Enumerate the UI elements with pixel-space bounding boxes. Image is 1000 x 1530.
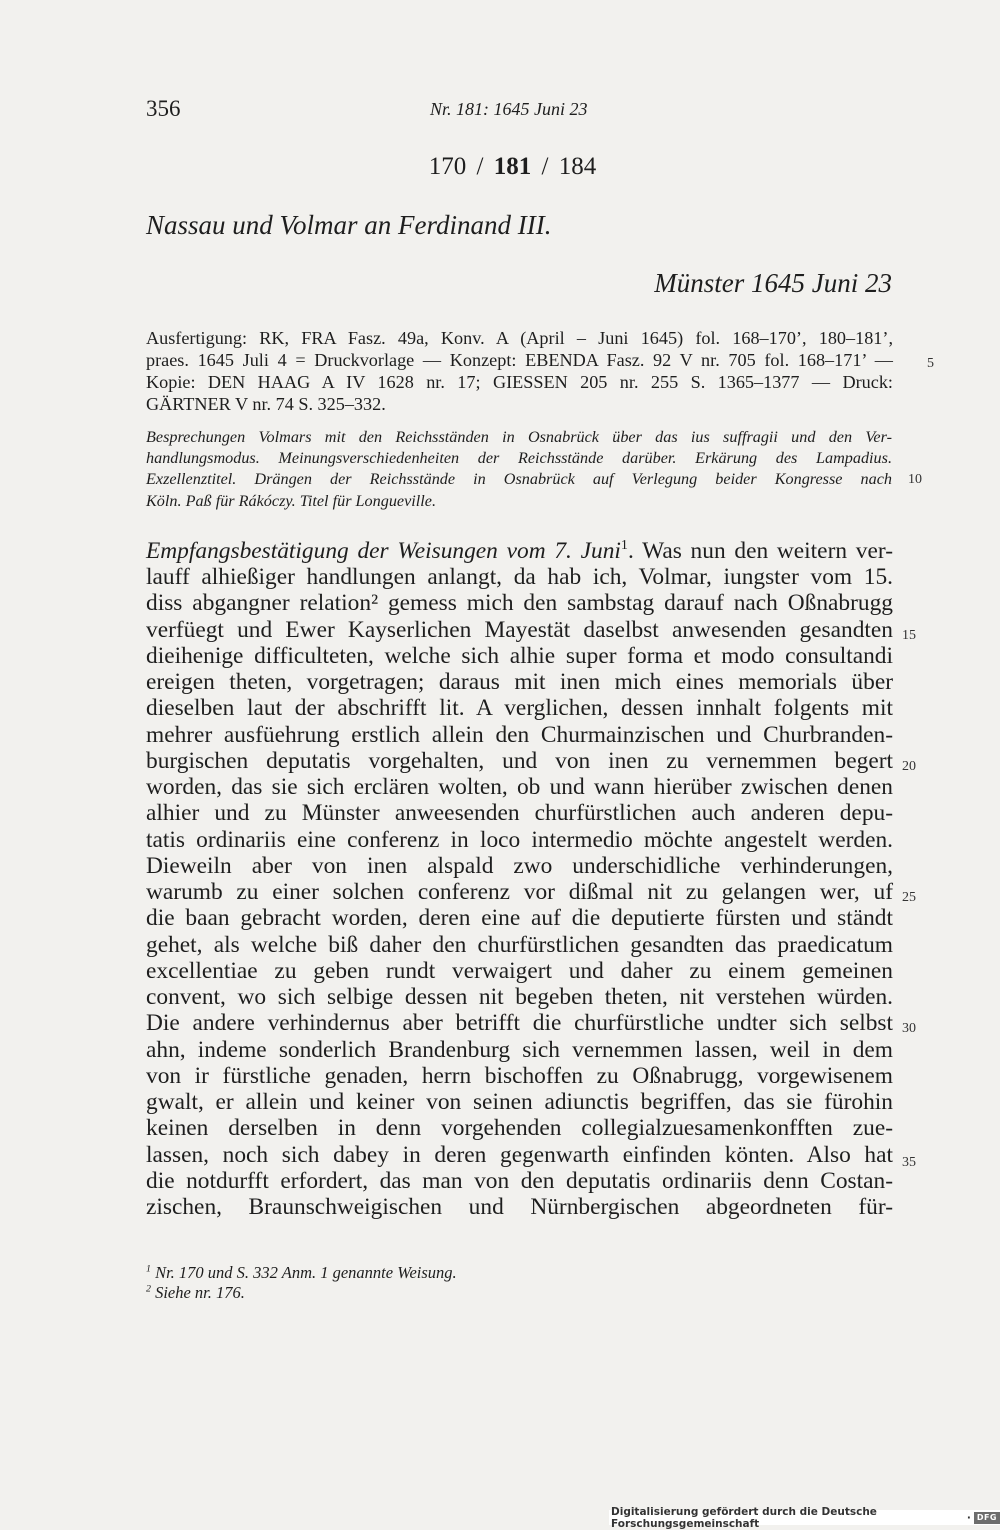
- document-title: Nassau und Volmar an Ferdinand III.: [146, 210, 552, 240]
- body-line: die baan gebracht worden, deren eine auf die deputierte fürsten und ständt: [146, 905, 893, 932]
- line-number: 30: [902, 1021, 916, 1036]
- footnote-mark: 2: [146, 1283, 151, 1295]
- dfg-logo-icon: DFG: [974, 1512, 1000, 1524]
- footnote: [146, 1283, 245, 1303]
- page-number: 356: [146, 96, 181, 121]
- running-head: Nr. 181: 1645 Juni 23: [430, 99, 588, 119]
- body-line: tatis ordinariis eine conferenz in loco intermedio möchte angestelt werden.: [146, 826, 893, 853]
- body-line: lauff alhießiger handlungen anlangt, da hab ich, Volmar, iungster vom 15.: [146, 564, 893, 590]
- source-line: GÄRTNER V nr. 74 S. 325–332.: [146, 394, 386, 414]
- line-number: 10: [908, 472, 922, 487]
- body-line: gehet, als welche biß daher den churfürstlichen gesandten das praedicatum: [146, 931, 893, 958]
- body-line: ahn, indeme sonderlich Brandenburg sich vernemmen lassen, weil in dem: [146, 1036, 893, 1063]
- body-line: diss abgangner relation² gemess mich den sambstag darauf nach Oßnabrugg: [146, 590, 893, 617]
- source-line: Kopie: DEN HAAG A IV 1628 nr. 17; GIESSEN 205 nr. 255 S. 1365–1377 — Druck:: [146, 372, 893, 392]
- footnote: [146, 1263, 457, 1283]
- footnote-ref[interactable]: 1: [620, 537, 628, 554]
- body-line: keinen derselben in denn vorgehenden collegialzuesamenkonfften zue-: [146, 1115, 893, 1142]
- nav-separator: /: [476, 153, 484, 180]
- summary-line: Besprechungen Volmars mit den Reichsständen in Osnabrück über das ius suffragii und den Ver-: [146, 428, 892, 446]
- line-number: 25: [902, 890, 916, 905]
- body-line: verfüegt und Ewer Kayserlichen Mayestät daselbst anwesenden gesandten: [146, 616, 893, 643]
- body-line: warumb zu einer solchen conferenz vor dißmal nit zu gelangen wer, uf: [146, 879, 893, 905]
- body-line: excellentiae zu geben rundt verwaigert und daher zu einem gemeinen: [146, 957, 893, 984]
- footer-text: Digitalisierung gefördert durch die Deutsche Forschungsgemeinschaft: [611, 1505, 877, 1530]
- footnote-text: Siehe nr. 176.: [155, 1283, 245, 1302]
- dfg-footer: Digitalisierung gefördert durch die Deutsche Forschungsgemeinschaft · DFG: [609, 1510, 1000, 1525]
- body-line: lassen, noch sich dabey in deren gegenwarth einfinden könten. Also hat: [146, 1141, 893, 1168]
- body-line: die notdurfft erfordert, das man von den deputatis ordinariis denn Costan-: [146, 1167, 893, 1194]
- line-number: 5: [927, 356, 934, 371]
- line-number: 35: [902, 1155, 916, 1170]
- document-navigation: [0, 153, 1000, 181]
- current-document-number: 181: [493, 153, 532, 180]
- body-opening-rest: . Was nun den weitern ver-: [627, 538, 893, 564]
- source-line: praes. 1645 Juli 4 = Druckvorlage — Konzept: EBENDA Fasz. 92 V nr. 705 fol. 168–171’ —: [146, 350, 893, 370]
- body-opening-italic: Empfangsbestätigung der Weisungen vom 7. Juni: [146, 538, 621, 564]
- document-place-date: Münster 1645 Juni 23: [654, 268, 892, 298]
- summary-line: handlungsmodus. Meinungsverschiedenheiten der Reichsstände darüber. Erkärung des Lampadius.: [146, 449, 892, 467]
- body-line: dieselben laut der abschrifft lit. A verglichen, dessen innhalt folgents mit: [146, 695, 893, 722]
- summary-line: Exzellenztitel. Drängen der Reichsstände in Osnabrück auf Verlegung beider Kongresse nach: [146, 470, 892, 488]
- nav-separator: /: [541, 153, 549, 180]
- line-number: 15: [902, 628, 916, 643]
- next-document-link[interactable]: 184: [558, 153, 597, 180]
- prev-document-link[interactable]: 170: [428, 153, 467, 180]
- body-line: worden, das sie sich erclären wolten, ob und wann hierüber zwischen denen: [146, 774, 893, 800]
- footnote-text: Nr. 170 und S. 332 Anm. 1 genannte Weisung.: [155, 1263, 457, 1282]
- body-line: gwalt, er allein und keiner von seinen adiunctis begriffen, das sie fürohin: [146, 1089, 893, 1115]
- summary-line: Köln. Paß für Rákóczy. Titel für Longueville.: [146, 492, 437, 510]
- body-line: burgischen deputatis vorgehalten, und von inen zu vernemmen begert: [146, 747, 893, 774]
- body-line: Dieweiln aber von inen alspald zwo underschidliche verhinderungen,: [146, 852, 893, 879]
- line-number: 20: [902, 759, 916, 774]
- body-line: mehrer ausfüehrung erstlich allein den Churmainzischen und Churbranden-: [146, 721, 893, 748]
- body-line: zischen, Braunschweigischen und Nürnbergischen abgeordneten für-: [146, 1194, 893, 1220]
- body-line: dieihenige difficulteten, welche sich alhie super forma et modo consultandi: [146, 642, 893, 669]
- body-line: von ir fürstliche genaden, herrn bischoffen zu Oßnabrugg, vorgewisenem: [146, 1062, 893, 1089]
- footnote-mark: 1: [146, 1263, 151, 1275]
- body-line: Die andere verhindernus aber betrifft die churfürstliche undter sich selbst: [146, 1010, 893, 1037]
- body-line: alhier und zu Münster anweesenden churfürstlichen auch anderen depu-: [146, 800, 893, 827]
- body-first-line: [146, 538, 893, 565]
- body-line: convent, wo sich selbige dessen nit begeben theten, nit verstehen würden.: [146, 984, 893, 1010]
- body-line: ereigen theten, vorgetragen; daraus mit inen mich eines memorials über: [146, 669, 893, 695]
- source-line: Ausfertigung: RK, FRA Fasz. 49a, Konv. A (April – Juni 1645) fol. 168–170’, 180–181’,: [146, 328, 893, 348]
